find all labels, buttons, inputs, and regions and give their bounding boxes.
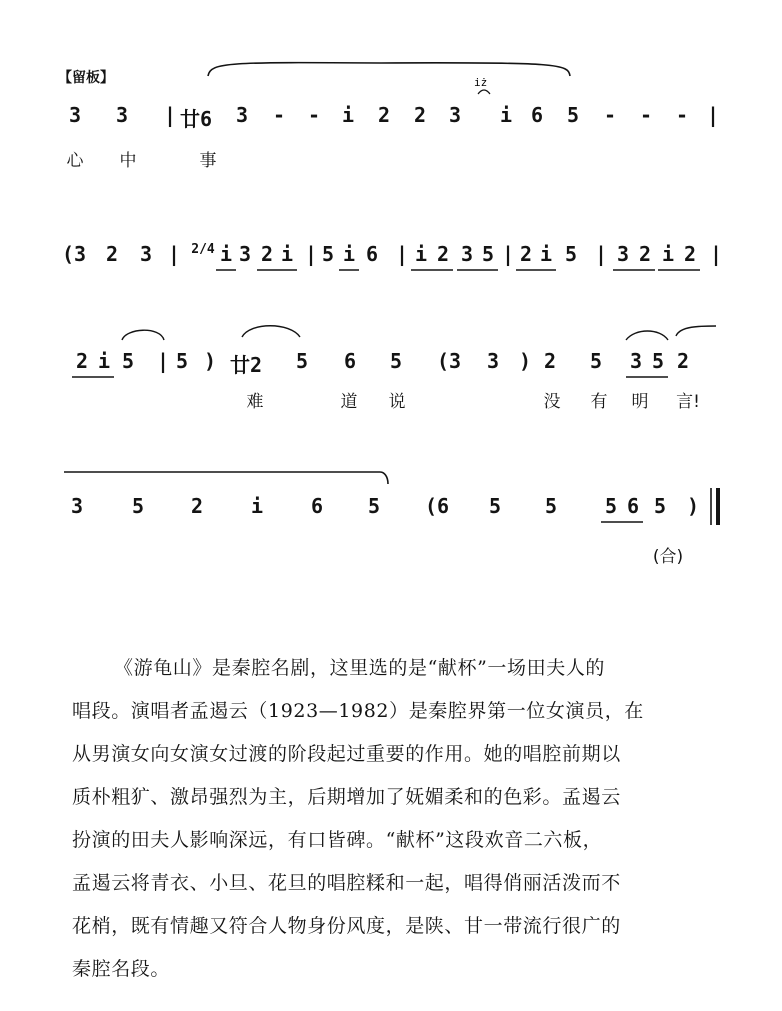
note: 3 bbox=[139, 242, 153, 266]
note: 5 bbox=[653, 494, 667, 518]
note: 5 bbox=[367, 494, 381, 518]
slur bbox=[676, 326, 716, 336]
slur bbox=[626, 331, 668, 340]
note: 5 bbox=[544, 494, 558, 518]
note: (6 bbox=[424, 494, 450, 518]
note: 5 bbox=[651, 349, 665, 373]
note: 5 bbox=[321, 242, 335, 266]
lyric: 道 bbox=[340, 392, 358, 412]
barline: | bbox=[167, 242, 181, 266]
note: 5 bbox=[131, 494, 145, 518]
note: i bbox=[661, 242, 675, 266]
paren: ) bbox=[203, 349, 217, 373]
barline: | bbox=[706, 103, 720, 127]
barline: | bbox=[709, 242, 723, 266]
note: 2 bbox=[260, 242, 274, 266]
lyric: 难 bbox=[246, 392, 264, 412]
note: i bbox=[280, 242, 294, 266]
annotation: (合) bbox=[652, 547, 684, 567]
note: 5 bbox=[589, 349, 603, 373]
dash: - bbox=[639, 103, 653, 127]
note: 6 bbox=[626, 494, 640, 518]
time-signature: 2/4 bbox=[191, 242, 215, 257]
lyric: 有 bbox=[590, 392, 608, 412]
grace-slur bbox=[478, 90, 490, 94]
note: 6 bbox=[530, 103, 544, 127]
note: 5 bbox=[389, 349, 403, 373]
note: 2 bbox=[75, 349, 89, 373]
note: 3 bbox=[616, 242, 630, 266]
note: 6 bbox=[343, 349, 357, 373]
slur bbox=[122, 330, 164, 340]
note: 5 bbox=[488, 494, 502, 518]
note: 3 bbox=[629, 349, 643, 373]
note: 2 bbox=[377, 103, 391, 127]
note: i bbox=[499, 103, 513, 127]
note: 廿6 bbox=[179, 107, 213, 131]
note: i bbox=[219, 242, 233, 266]
note: 2 bbox=[543, 349, 557, 373]
note: 5 bbox=[175, 349, 189, 373]
paragraph-line: 孟遏云将青衣、小旦、花旦的唱腔糅和一起，唱得俏丽活泼而不 bbox=[72, 872, 621, 894]
dash: - bbox=[603, 103, 617, 127]
note: 3 bbox=[70, 494, 84, 518]
dash: - bbox=[307, 103, 321, 127]
note: i bbox=[341, 103, 355, 127]
note: (3 bbox=[436, 349, 462, 373]
lyric: 没 bbox=[543, 392, 561, 412]
paragraph-line: 《游龟山》是秦腔名剧，这里选的是“献杯”一场田夫人的 bbox=[114, 657, 606, 679]
note: 5 bbox=[481, 242, 495, 266]
barline: | bbox=[501, 242, 515, 266]
lyric: 言! bbox=[676, 392, 700, 412]
note: 3 bbox=[460, 242, 474, 266]
note: 2 bbox=[105, 242, 119, 266]
note: i bbox=[414, 242, 428, 266]
lyric: 明 bbox=[631, 392, 649, 412]
barline: | bbox=[395, 242, 409, 266]
paragraph-line: 从男演女向女演女过渡的阶段起过重要的作用。她的唱腔前期以 bbox=[72, 743, 621, 765]
note: i bbox=[97, 349, 111, 373]
barline: | bbox=[156, 349, 170, 373]
paren: ) bbox=[686, 494, 700, 518]
barline: | bbox=[304, 242, 318, 266]
grace-notes: iż bbox=[474, 76, 488, 89]
slur bbox=[64, 472, 388, 484]
note: (3 bbox=[61, 242, 87, 266]
note: 5 bbox=[564, 242, 578, 266]
note: 廿2 bbox=[229, 353, 263, 377]
paragraph-line: 唱段。演唱者孟遏云（1923—1982）是秦腔界第一位女演员，在 bbox=[72, 700, 644, 722]
note: 2 bbox=[190, 494, 204, 518]
note: 5 bbox=[566, 103, 580, 127]
note: 2 bbox=[519, 242, 533, 266]
paragraph-line: 秦腔名段。 bbox=[72, 958, 171, 980]
note: 3 bbox=[448, 103, 462, 127]
paragraph-line: 质朴粗犷、激昂强烈为主，后期增加了妩媚柔和的色彩。孟遏云 bbox=[72, 786, 621, 808]
note: 2 bbox=[413, 103, 427, 127]
dash: - bbox=[272, 103, 286, 127]
note: 2 bbox=[638, 242, 652, 266]
barline: | bbox=[163, 103, 177, 127]
paragraph-line: 扮演的田夫人影响深远，有口皆碑。“献杯”这段欢音二六板， bbox=[72, 829, 603, 851]
note: 2 bbox=[436, 242, 450, 266]
note: 2 bbox=[676, 349, 690, 373]
barline: | bbox=[594, 242, 608, 266]
note: 3 bbox=[68, 103, 82, 127]
note: 3 bbox=[486, 349, 500, 373]
note: i bbox=[250, 494, 264, 518]
slur bbox=[242, 326, 300, 337]
note: 5 bbox=[604, 494, 618, 518]
note: 6 bbox=[310, 494, 324, 518]
lyric: 中 bbox=[119, 151, 137, 171]
note: 3 bbox=[115, 103, 129, 127]
note: 2 bbox=[683, 242, 697, 266]
note: 5 bbox=[295, 349, 309, 373]
lyric: 说 bbox=[388, 392, 406, 412]
lyric: 心 bbox=[66, 151, 84, 171]
tempo-mark: 【留板】 bbox=[58, 70, 114, 86]
slur bbox=[208, 63, 570, 76]
paren: ) bbox=[518, 349, 532, 373]
note: 5 bbox=[121, 349, 135, 373]
note: i bbox=[342, 242, 356, 266]
note: 6 bbox=[365, 242, 379, 266]
lyric: 事 bbox=[199, 151, 217, 171]
note: i bbox=[539, 242, 553, 266]
dash: - bbox=[675, 103, 689, 127]
note: 3 bbox=[238, 242, 252, 266]
note: 3 bbox=[235, 103, 249, 127]
paragraph-line: 花梢，既有情趣又符合人物身份风度，是陕、甘一带流行很广的 bbox=[72, 915, 621, 937]
